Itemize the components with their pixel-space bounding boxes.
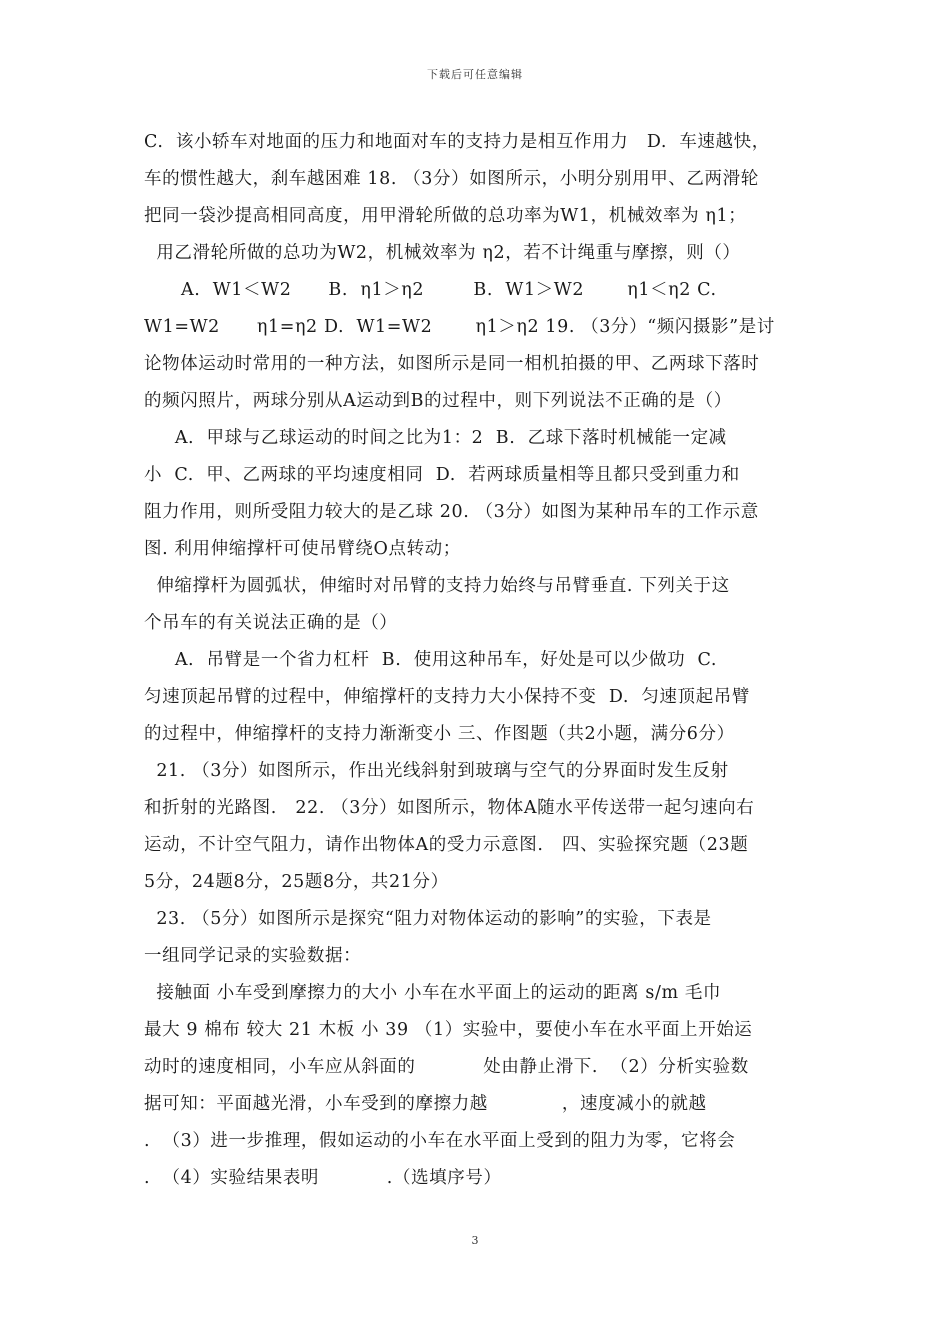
text-line: 据可知：平面越光滑，小车受到的摩擦力越 ，速度减小的就越 [144,1094,707,1114]
text-line: 接触面 小车受到摩擦力的大小 小车在水平面上的运动的距离 s/m 毛巾 [144,983,722,1003]
text-line: 小 C. 甲、乙两球的平均速度相同 D. 若两球质量相等且都只受到重力和 [144,465,740,485]
page-number: 3 [471,1234,479,1247]
text-line: 个吊车的有关说法正确的是（） [144,613,398,633]
text-line: 车的惯性越大，刹车越困难 18. （3分）如图所示，小明分别用甲、乙两滑轮 [144,169,759,189]
text-line: 最大 9 棉布 较大 21 木板 小 39 （1）实验中，要使小车在水平面上开始运 [144,1020,753,1040]
text-line: 5分，24题8分，25题8分，共21分） [144,872,449,892]
text-line: 把同一袋沙提高相同高度，用甲滑轮所做的总功率为W1，机械效率为 η1； [144,206,747,226]
text-line: C. 该小轿车对地面的压力和地面对车的支持力是相互作用力 D. 车速越快， [144,132,770,152]
text-line: 的过程中，伸缩撑杆的支持力渐渐变小 三、作图题（共2小题，满分6分） [144,724,735,744]
text-line: . （4）实验结果表明 .（选填序号） [144,1168,502,1188]
text-line: 和折射的光路图. 22. （3分）如图所示，物体A随水平传送带一起匀速向右 [144,798,755,818]
text-line: A. 吊臂是一个省力杠杆 B. 使用这种吊车，好处是可以少做功 C. [144,650,718,670]
text-line: 匀速顶起吊臂的过程中，伸缩撑杆的支持力大小保持不变 D. 匀速顶起吊臂 [144,687,750,707]
text-line: A. 甲球与乙球运动的时间之比为1：2 B. 乙球下落时机械能一定减 [144,428,727,448]
text-line: 23. （5分）如图所示是探究“阻力对物体运动的影响”的实验，下表是 [144,909,712,929]
text-line: 运动，不计空气阻力，请作出物体A的受力示意图. 四、实验探究题（23题 [144,835,749,855]
text-line: 21. （3分）如图所示，作出光线斜射到玻璃与空气的分界面时发生反射 [144,761,729,781]
text-line: 的频闪照片，两球分别从A运动到B的过程中，则下列说法不正确的是（） [144,391,732,411]
text-line: 图. 利用伸缩撑杆可使吊臂绕O点转动； [144,539,461,559]
text-line: W1=W2 η1=η2 D. W1=W2 η1＞η2 19. （3分）“频闪摄影”是讨 [144,317,775,337]
text-line: . （3）进一步推理，假如运动的小车在水平面上受到的阻力为零，它将会 [144,1131,736,1151]
document-body [144,124,809,1197]
text-line: 阻力作用，则所受阻力较大的是乙球 20. （3分）如图为某种吊车的工作示意 [144,502,759,522]
text-line: 用乙滑轮所做的总功为W2，机械效率为 η2，若不计绳重与摩擦，则（） [144,243,741,263]
text-line: 一组同学记录的实验数据： [144,946,362,966]
text-line: 论物体运动时常用的一种方法，如图所示是同一相机拍摄的甲、乙两球下落时 [144,354,760,374]
text-line: A. W1＜W2 B. η1＞η2 B. W1＞W2 η1＜η2 C. [144,280,717,300]
text-line: 伸缩撑杆为圆弧状，伸缩时对吊臂的支持力始终与吊臂垂直. 下列关于这 [144,576,730,596]
page-header: 下载后可任意编辑 [427,68,523,81]
text-line: 动时的速度相同，小车应从斜面的 处由静止滑下. （2）分析实验数 [144,1057,749,1077]
